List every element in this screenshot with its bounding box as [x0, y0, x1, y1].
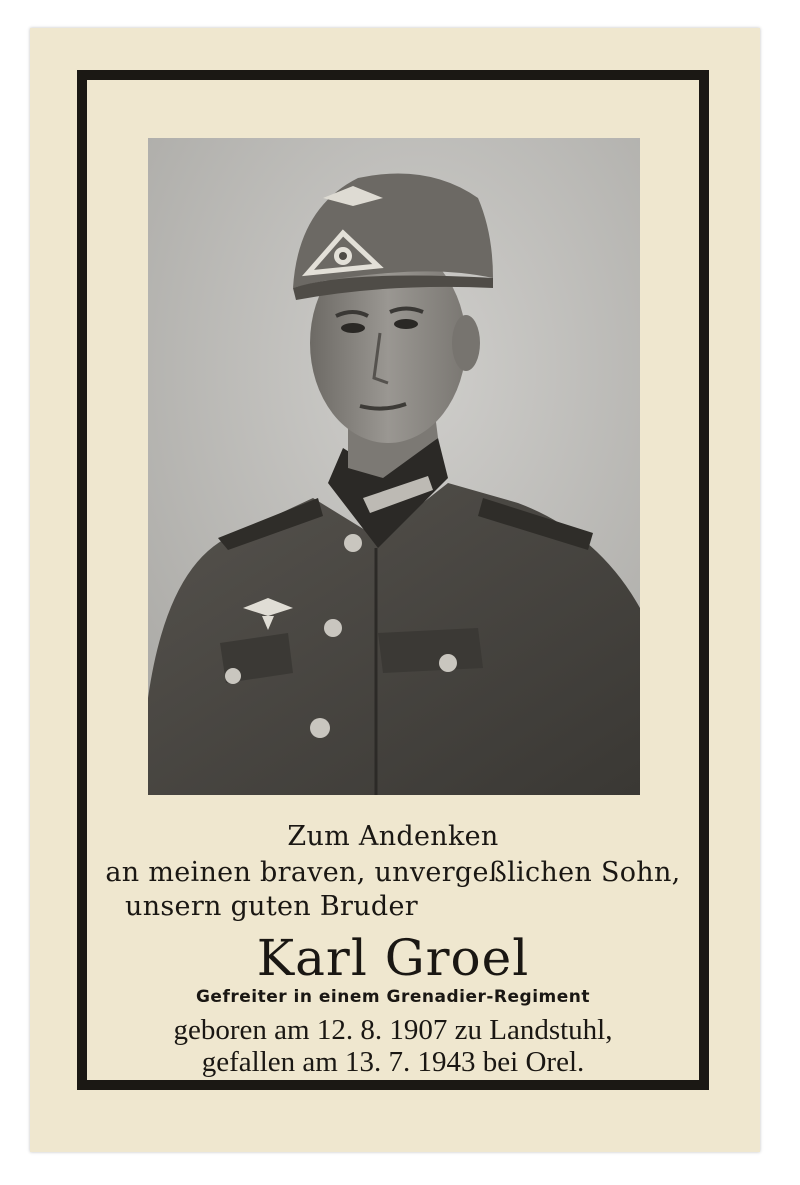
brother-text: unsern guten Bruder: [125, 891, 418, 922]
deceased-name: Karl Groel: [256, 929, 530, 987]
dedication-text: an meinen braven, unvergeßlichen Sohn,: [105, 857, 681, 888]
death-details: gefallen am 13. 7. 1943 bei Orel.: [201, 1046, 585, 1078]
birth-details: geboren am 12. 8. 1907 zu Landstuhl,: [173, 1014, 613, 1046]
memorial-card: [30, 28, 760, 1152]
soldier-portrait-photo: [148, 138, 640, 795]
rank-unit-text: Gefreiter in einem Grenadier-Regiment: [195, 987, 591, 1007]
memorial-intro-text: Zum Andenken: [287, 821, 499, 852]
